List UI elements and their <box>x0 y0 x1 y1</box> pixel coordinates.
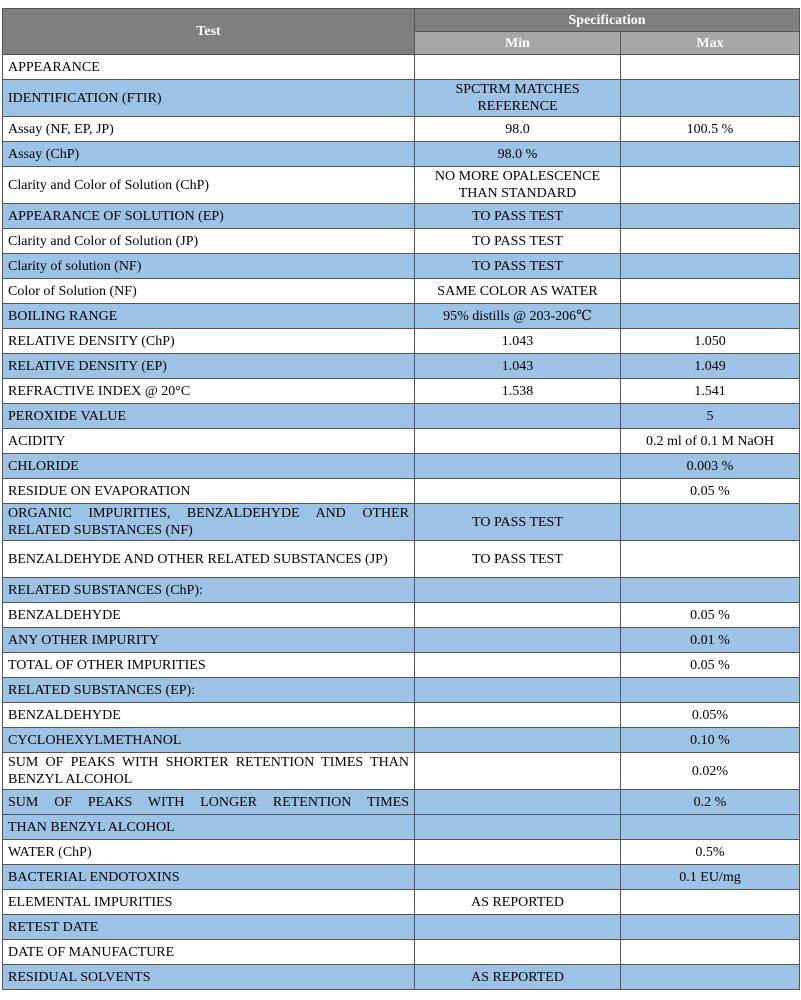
max-cell: 1.541 <box>621 379 800 404</box>
test-cell: RELATED SUBSTANCES (ChP): <box>3 578 415 603</box>
min-cell: TO PASS TEST <box>415 254 621 279</box>
test-cell: Assay (NF, EP, JP) <box>3 117 415 142</box>
max-cell: 1.049 <box>621 354 800 379</box>
table-row <box>3 865 800 890</box>
min-cell: TO PASS TEST <box>415 229 621 254</box>
table-row <box>3 915 800 940</box>
test-cell: SUM OF PEAKS WITH LONGER RETENTION TIMES <box>3 790 415 815</box>
test-cell: BOILING RANGE <box>3 304 415 329</box>
min-cell: 1.043 <box>415 329 621 354</box>
min-cell: NO MORE OPALESCENCE THAN STANDARD <box>415 167 621 204</box>
table-row <box>3 354 800 379</box>
table-row <box>3 603 800 628</box>
min-cell <box>415 753 621 790</box>
max-cell <box>621 890 800 915</box>
test-cell: BENZALDEHYDE AND OTHER RELATED SUBSTANCES (JP) <box>3 541 415 578</box>
min-cell <box>415 678 621 703</box>
max-cell: 0.1 EU/mg <box>621 865 800 890</box>
specification-column-header: Specification <box>415 9 800 32</box>
table-row <box>3 304 800 329</box>
test-cell: Assay (ChP) <box>3 142 415 167</box>
table-row <box>3 815 800 840</box>
table-row <box>3 204 800 229</box>
min-column-header: Min <box>415 32 621 55</box>
min-cell: SAME COLOR AS WATER <box>415 279 621 304</box>
max-cell <box>621 965 800 990</box>
min-cell <box>415 429 621 454</box>
min-cell <box>415 653 621 678</box>
table-row <box>3 578 800 603</box>
min-cell <box>415 915 621 940</box>
test-cell: Clarity of solution (NF) <box>3 254 415 279</box>
max-cell <box>621 204 800 229</box>
max-cell: 0.2 ml of 0.1 M NaOH <box>621 429 800 454</box>
min-cell <box>415 790 621 815</box>
test-cell: APPEARANCE OF SOLUTION (EP) <box>3 204 415 229</box>
min-cell: 95% distills @ 203-206℃ <box>415 304 621 329</box>
min-cell <box>415 603 621 628</box>
table-row <box>3 254 800 279</box>
max-cell: 0.2 % <box>621 790 800 815</box>
min-cell <box>415 628 621 653</box>
table-row <box>3 541 800 578</box>
min-cell <box>415 454 621 479</box>
test-cell: WATER (ChP) <box>3 840 415 865</box>
table-row <box>3 890 800 915</box>
table-row <box>3 504 800 541</box>
test-cell: Clarity and Color of Solution (JP) <box>3 229 415 254</box>
test-cell: APPEARANCE <box>3 55 415 80</box>
table-row <box>3 429 800 454</box>
min-cell: TO PASS TEST <box>415 504 621 541</box>
test-cell: ANY OTHER IMPURITY <box>3 628 415 653</box>
table-row <box>3 940 800 965</box>
table-row <box>3 142 800 167</box>
test-cell: DATE OF MANUFACTURE <box>3 940 415 965</box>
table-body <box>3 55 800 990</box>
test-cell: SUM OF PEAKS WITH SHORTER RETENTION TIMES THAN BENZYL ALCOHOL <box>3 753 415 790</box>
test-cell: ACIDITY <box>3 429 415 454</box>
test-cell: RESIDUAL SOLVENTS <box>3 965 415 990</box>
test-cell: CHLORIDE <box>3 454 415 479</box>
max-cell <box>621 815 800 840</box>
min-cell: 1.043 <box>415 354 621 379</box>
test-cell: BACTERIAL ENDOTOXINS <box>3 865 415 890</box>
table-row <box>3 840 800 865</box>
min-cell <box>415 404 621 429</box>
test-cell: RELATED SUBSTANCES (EP): <box>3 678 415 703</box>
table-row <box>3 628 800 653</box>
max-cell: 0.05 % <box>621 479 800 504</box>
max-cell <box>621 142 800 167</box>
max-cell: 1.050 <box>621 329 800 354</box>
specification-table <box>2 8 800 990</box>
test-cell: ELEMENTAL IMPURITIES <box>3 890 415 915</box>
test-cell: Clarity and Color of Solution (ChP) <box>3 167 415 204</box>
test-cell: RELATIVE DENSITY (ChP) <box>3 329 415 354</box>
max-column-header: Max <box>621 32 800 55</box>
table-row <box>3 80 800 117</box>
max-cell <box>621 915 800 940</box>
min-cell <box>415 940 621 965</box>
min-cell: SPCTRM MATCHES REFERENCE <box>415 80 621 117</box>
min-cell <box>415 578 621 603</box>
table-row <box>3 965 800 990</box>
table-row <box>3 479 800 504</box>
table-row <box>3 404 800 429</box>
min-cell <box>415 55 621 80</box>
max-cell: 0.05 % <box>621 653 800 678</box>
max-cell <box>621 541 800 578</box>
table-row <box>3 454 800 479</box>
max-cell <box>621 254 800 279</box>
table-row <box>3 167 800 204</box>
min-cell: 98.0 <box>415 117 621 142</box>
test-cell: IDENTIFICATION (FTIR) <box>3 80 415 117</box>
test-cell: BENZALDEHYDE <box>3 603 415 628</box>
test-cell: BENZALDEHYDE <box>3 703 415 728</box>
max-cell <box>621 304 800 329</box>
test-cell: RESIDUE ON EVAPORATION <box>3 479 415 504</box>
max-cell <box>621 229 800 254</box>
table-row <box>3 753 800 790</box>
max-cell: 0.05 % <box>621 603 800 628</box>
max-cell <box>621 678 800 703</box>
max-cell <box>621 80 800 117</box>
max-cell: 0.003 % <box>621 454 800 479</box>
min-cell: TO PASS TEST <box>415 541 621 578</box>
test-cell: Color of Solution (NF) <box>3 279 415 304</box>
max-cell <box>621 578 800 603</box>
table-row <box>3 790 800 815</box>
max-cell: 0.05% <box>621 703 800 728</box>
table-row <box>3 55 800 80</box>
table-row <box>3 728 800 753</box>
min-cell: 98.0 % <box>415 142 621 167</box>
header-row <box>3 9 800 32</box>
table-row <box>3 279 800 304</box>
max-cell: 0.10 % <box>621 728 800 753</box>
table-row <box>3 117 800 142</box>
min-cell <box>415 815 621 840</box>
max-cell <box>621 504 800 541</box>
test-cell: RELATIVE DENSITY (EP) <box>3 354 415 379</box>
test-cell: RETEST DATE <box>3 915 415 940</box>
test-cell: THAN BENZYL ALCOHOL <box>3 815 415 840</box>
table-row <box>3 229 800 254</box>
table-row <box>3 653 800 678</box>
test-cell: CYCLOHEXYLMETHANOL <box>3 728 415 753</box>
test-column-header: Test <box>3 9 415 55</box>
test-cell: PEROXIDE VALUE <box>3 404 415 429</box>
table-row <box>3 678 800 703</box>
min-cell: AS REPORTED <box>415 890 621 915</box>
min-cell: AS REPORTED <box>415 965 621 990</box>
max-cell <box>621 940 800 965</box>
max-cell: 0.5% <box>621 840 800 865</box>
max-cell: 5 <box>621 404 800 429</box>
max-cell: 0.01 % <box>621 628 800 653</box>
test-cell: TOTAL OF OTHER IMPURITIES <box>3 653 415 678</box>
min-cell <box>415 840 621 865</box>
max-cell <box>621 279 800 304</box>
max-cell <box>621 167 800 204</box>
min-cell <box>415 728 621 753</box>
table-row <box>3 379 800 404</box>
min-cell <box>415 865 621 890</box>
max-cell: 0.02% <box>621 753 800 790</box>
test-cell: ORGANIC IMPURITIES, BENZALDEHYDE AND OTHER RELATED SUBSTANCES (NF) <box>3 504 415 541</box>
max-cell <box>621 55 800 80</box>
test-cell: REFRACTIVE INDEX @ 20°C <box>3 379 415 404</box>
min-cell <box>415 479 621 504</box>
table-row <box>3 329 800 354</box>
table-row <box>3 703 800 728</box>
min-cell <box>415 703 621 728</box>
max-cell: 100.5 % <box>621 117 800 142</box>
min-cell: TO PASS TEST <box>415 204 621 229</box>
min-cell: 1.538 <box>415 379 621 404</box>
